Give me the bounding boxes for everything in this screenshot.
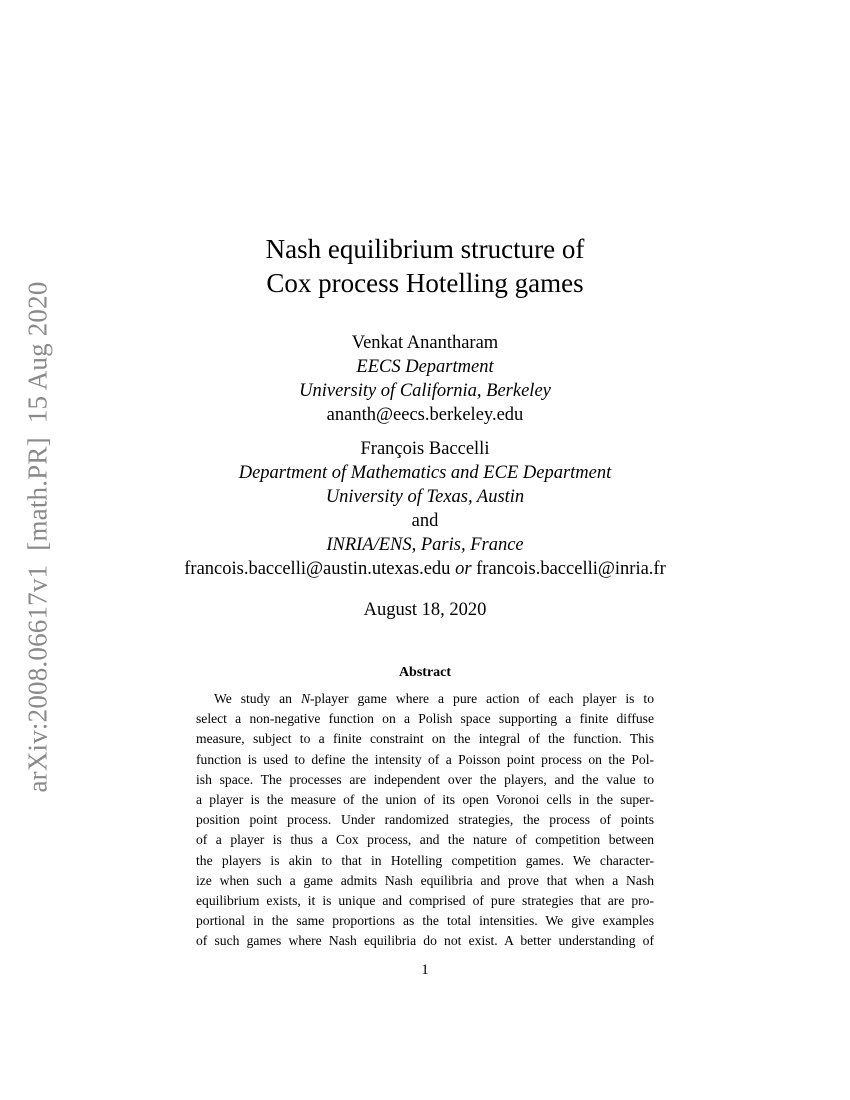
math-symbol-n: N xyxy=(300,691,311,706)
title-line-1: Nash equilibrium structure of xyxy=(265,234,585,264)
abstract-line: the players is akin to that in Hotelling competition games. We character- xyxy=(196,852,654,868)
abstract-line: of a player is thus a Cox process, and the nature of competition between xyxy=(196,832,654,848)
abstract-line: ize when such a game admits Nash equilibria and prove that when a Nash xyxy=(196,872,654,888)
abstract-line: We study an N-player game where a pure action of each player is to xyxy=(214,691,654,706)
author-1-name: Venkat Anantharam xyxy=(351,333,499,353)
abstract-heading: Abstract xyxy=(398,665,452,680)
abstract-line: of such games where Nash equilibria do not exist. A better understanding of xyxy=(196,933,654,949)
abstract-line: a player is the measure of the union of its open Voronoi cells in the super- xyxy=(196,791,654,807)
abstract-line: measure, subject to a finite constraint on the integral of the function. This xyxy=(196,731,654,747)
arxiv-id: arXiv:2008.06617v1 xyxy=(22,564,53,793)
arxiv-date: 15 Aug 2020 xyxy=(22,281,53,424)
author-2-institution: University of Texas, Austin xyxy=(325,487,525,507)
abstract-line: function is used to define the intensity of a Poisson point process on the Pol- xyxy=(196,751,654,767)
author-2-email-or: or xyxy=(455,559,472,579)
author-2-name: François Baccelli xyxy=(360,439,490,459)
author-block xyxy=(0,331,850,581)
abstract-body xyxy=(196,689,654,951)
author-2-dept: Department of Mathematics and ECE Department xyxy=(238,463,612,483)
paper-title xyxy=(0,232,850,300)
author-2-institution-2: INRIA/ENS, Paris, France xyxy=(326,535,524,555)
author-1-institution: University of California, Berkeley xyxy=(299,381,551,401)
author-2-conjunction: and xyxy=(411,511,439,531)
page-number: 1 xyxy=(421,962,429,978)
author-2-email-1: francois.baccelli@austin.utexas.edu xyxy=(184,559,451,579)
abstract-line: portional in the same proportions as the total intensities. We give examples xyxy=(196,913,654,929)
paper-date: August 18, 2020 xyxy=(363,600,487,620)
abstract-line: equilibrium exists, it is unique and comprised of pure strategies that are pro- xyxy=(196,892,654,908)
abstract-line: select a non-negative function on a Polish space supporting a finite diffuse xyxy=(196,711,654,727)
author-2-email-2: francois.baccelli@inria.fr xyxy=(476,559,666,579)
abstract-line: position point process. Under randomized strategies, the process of points xyxy=(196,812,654,828)
abstract-line: ish space. The processes are independent over the players, and the value to xyxy=(196,771,654,787)
arxiv-category: [math.PR] xyxy=(22,437,53,551)
author-1-email: ananth@eecs.berkeley.edu xyxy=(326,405,524,425)
title-line-2: Cox process Hotelling games xyxy=(266,268,584,298)
author-1-dept: EECS Department xyxy=(356,357,494,377)
author-2-emails xyxy=(0,557,850,581)
